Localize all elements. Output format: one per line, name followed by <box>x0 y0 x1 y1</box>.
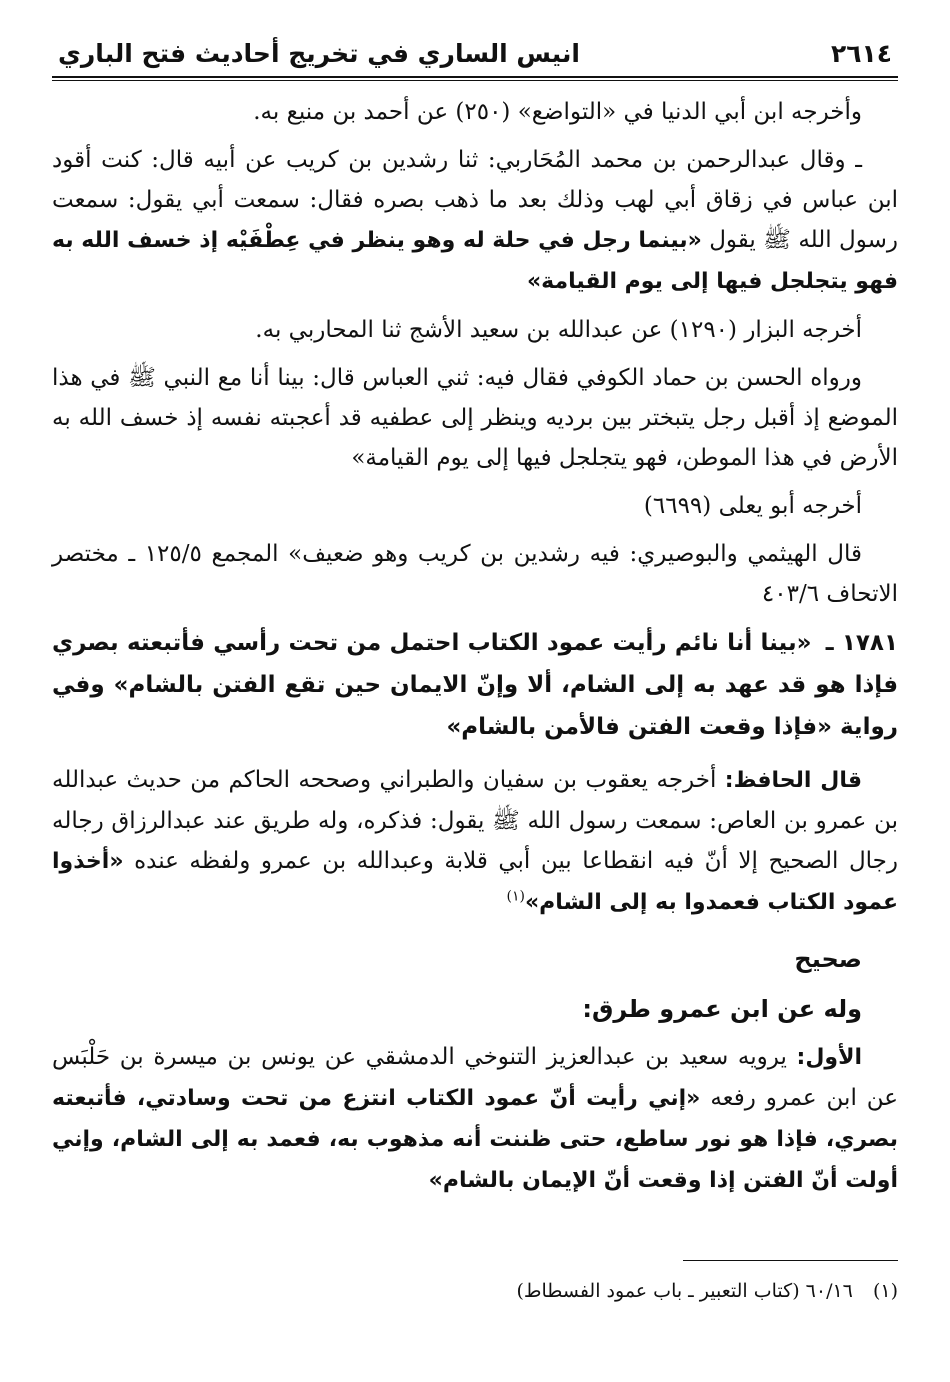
page-number: ٢٦١٤ <box>830 39 892 68</box>
footnote-text: ٦٠/١٦ (كتاب التعبير ـ باب عمود الفسطاط) <box>516 1280 853 1302</box>
header-rule <box>52 76 898 78</box>
book-title: انيس الساري في تخريج أحاديث فتح الباري <box>58 39 580 68</box>
paragraph-6: قال الهيثمي والبوصيري: فيه رشدين بن كريب وهو ضعيف» المجمع ١٢٥/٥ ـ مختصر الاتحاف ٤٠٣/٦ <box>52 541 898 607</box>
hafiz-label: قال الحافظ: <box>724 768 862 793</box>
grade-heading: صحيح <box>794 945 862 973</box>
running-header <box>58 34 892 68</box>
header-rule-thin <box>52 80 898 81</box>
paragraph-4: ورواه الحسن بن حماد الكوفي فقال فيه: ثني العباس قال: بينا أنا مع النبي ﷺ في هذا الموضع إذ أقبل رجل يتبختر بين برديه وينظر إلى عطفيه قد أعجبته نفسه إذ خسف الله به الأرض في هذا الموطن، فهو يتجلجل فيها إلى يوم القيامة» <box>52 365 898 471</box>
hadith-quote-2: «أخذوا عمود الكتاب فعمدوا به إلى الشام» <box>52 849 898 915</box>
footnote-ref[interactable]: (١) <box>506 888 525 905</box>
paragraph-2: ـ وقال عبدالرحمن بن محمد المُحَاربي: ثنا رشدين بن كريب عن أبيه قال: كنت أقود ابن عباس في زقاق أبي لهب وذلك بعد ما ذهب بصره فقال: سمعت أبي يقول: سمعت رسول الله ﷺ يقول «بينما رجل في حلة له وهو ينظر في عِطْفَيْه إذ خسف الله به فهو يتجلجل فيها إلى يوم القيامة» <box>52 147 898 294</box>
paragraph-3: أخرجه البزار (١٢٩٠) عن عبدالله بن سعيد الأشج ثنا المحاربي به. <box>255 317 862 343</box>
paragraph-1: وأخرجه ابن أبي الدنيا في «التواضع» (٢٥٠) عن أحمد بن منيع به. <box>253 99 862 125</box>
paragraph-5: أخرجه أبو يعلى (٦٦٩٩) <box>643 493 862 519</box>
hadith-quote-1: «بينما رجل في حلة له وهو ينظر في عِطْفَيْه إذ خسف الله به فهو يتجلجل فيها إلى يوم القيامة» <box>52 228 898 294</box>
first-label: الأول: <box>796 1045 862 1070</box>
hadith-entry <box>52 622 898 748</box>
hadith-quote-3: «إني رأيت أنّ عمود الكتاب انتزع من تحت وسادتي، فأتبعته بصري، فإذا هو نور ساطع، حتى ظننت أنه مذهوب به، فعمد به إلى الشام، وإني أولت أنّ الفتن إذا وقعت أنّ الإيمان بالشام» <box>52 1086 898 1193</box>
footnote <box>52 1276 898 1306</box>
paragraph-7: قال الحافظ: أخرجه يعقوب بن سفيان والطبراني وصححه الحاكم من حديث عبدالله بن عمرو بن العاص: سمعت رسول الله ﷺ يقول: فذكره، وله طريق عند عبدالرزاق رجاله رجال الصحيح إلا أنّ فيه انقطاعا بين أبي قلابة وعبدالله بن عمرو ولفظه عنده «أخذوا عمود الكتاب فعمدوا به إلى الشام»$^{(١)}$ <box>52 767 898 915</box>
section-heading: وله عن ابن عمرو طرق: <box>582 995 862 1023</box>
main-text <box>52 92 898 1209</box>
hadith-number: ١٧٨١ ـ <box>825 630 898 656</box>
paragraph-8: الأول: يرويه سعيد بن عبدالعزيز التنوخي الدمشقي عن يونس بن ميسرة بن حَلْبَس عن ابن عمرو رفعه «إني رأيت أنّ عمود الكتاب انتزع من تحت وسادتي، فأتبعته بصري، فإذا هو نور ساطع، حتى ظننت أنه مذهوب به، فعمد به إلى الشام، وإني أولت أنّ الفتن إذا وقعت أنّ الإيمان بالشام» <box>52 1044 898 1193</box>
hadith-text: «بينا أنا نائم رأيت عمود الكتاب احتمل من تحت رأسي فأتبعته بصري فإذا هو قد عهد به إلى الشام، ألا وإنّ الايمان حين تقع الفتن بالشام» وفي رواية «فإذا وقعت الفتن فالأمن بالشام» <box>52 630 898 740</box>
footnote-rule <box>683 1260 898 1261</box>
footnote-mark: (١) <box>872 1280 898 1302</box>
